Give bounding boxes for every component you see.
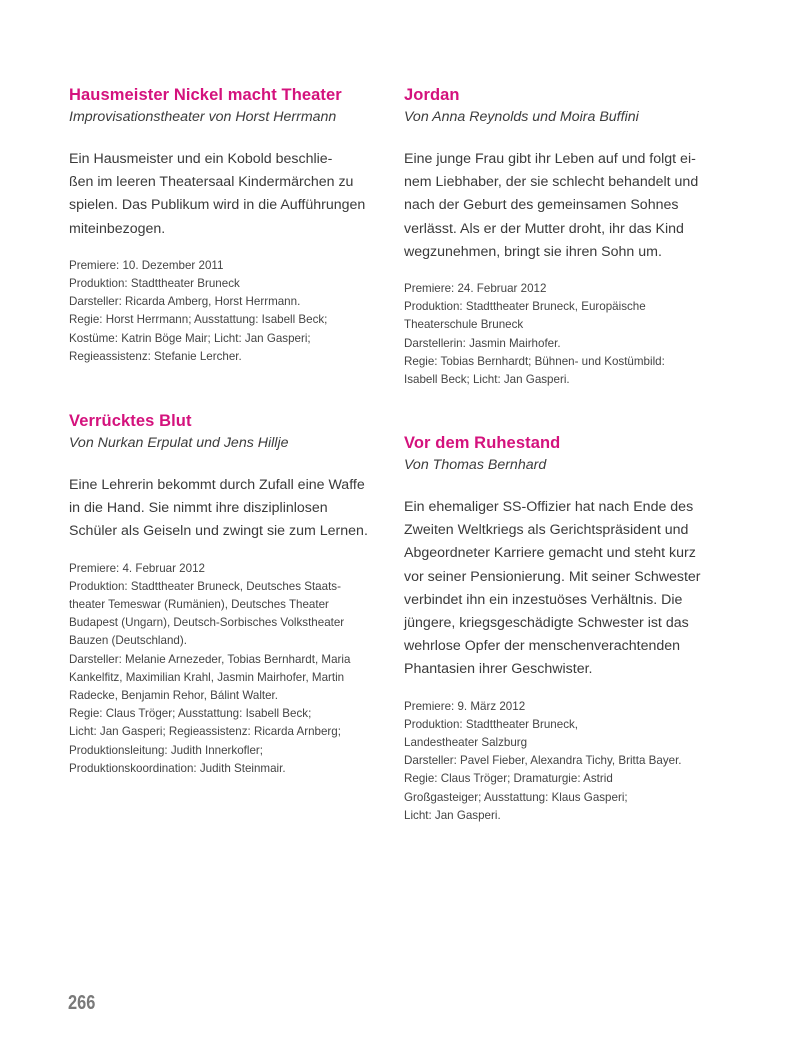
description-line: verbindet ihn ein inzestuöses Verhältnis. Die [404, 591, 683, 608]
credit-line: Kankelfitz, Maximilian Krahl, Jasmin Mairhofer, Martin [69, 670, 345, 684]
credit-line: Landestheater Salzburg [404, 736, 528, 750]
description-line: nem Liebhaber, der sie schlecht behandelt und [404, 174, 699, 191]
credit-line: Licht: Jan Gasperi; Regieassistenz: Ricarda Arnberg; [69, 725, 341, 739]
credit-line: Regie: Claus Tröger; Dramaturgie: Astrid [404, 772, 613, 786]
entry-description [404, 496, 734, 682]
description-line: nach der Geburt des gemeinsamen Sohnes [404, 197, 679, 214]
credit-line: Produktion: Stadttheater Bruneck, Deutsches Staats- [69, 579, 341, 593]
entry-title: Verrücktes Blut [69, 412, 192, 430]
credit-line: Regieassistenz: Stefanie Lercher. [69, 349, 242, 363]
entry-credits [69, 257, 399, 366]
entry-description [69, 474, 399, 544]
credit-line: Darsteller: Melanie Arnezeder, Tobias Bernhardt, Maria [69, 652, 351, 666]
description-line: wegzunehmen, bringt sie ihren Sohn um. [404, 243, 662, 260]
credit-line: Produktionsleitung: Judith Innerkofler; [69, 743, 263, 757]
entry-vor-dem-ruhestand [404, 433, 734, 825]
credit-line: Premiere: 4. Februar 2012 [69, 561, 205, 575]
entry-subtitle: Improvisationstheater von Horst Herrmann [69, 109, 337, 125]
description-line: Schüler als Geiseln und zwingt sie zum Lernen. [69, 523, 368, 540]
credit-line: Produktion: Stadttheater Bruneck [69, 277, 240, 291]
credit-line: Radecke, Benjamin Rehor, Bálint Walter. [69, 689, 279, 703]
credit-line: theater Temeswar (Rumänien), Deutsches Theater [69, 598, 329, 612]
credit-line: Budapest (Ungarn), Deutsch-Sorbisches Volkstheater [69, 616, 345, 630]
entry-subtitle: Von Anna Reynolds und Moira Buffini [404, 109, 639, 125]
credit-line: Darstellerin: Jasmin Mairhofer. [404, 336, 561, 350]
credit-line: Produktion: Stadttheater Bruneck, Europäische [404, 300, 646, 314]
entry-jordan [404, 85, 734, 389]
credit-line: Kostüme: Katrin Böge Mair; Licht: Jan Gasperi; [69, 331, 311, 345]
description-line: Ein ehemaliger SS-Offizier hat nach Ende des [404, 499, 694, 515]
entry-credits [69, 560, 399, 778]
description-line: jüngere, kriegsgeschädigte Schwester ist das [404, 615, 689, 632]
description-line: in die Hand. Sie nimmt ihre disziplinlosen [69, 500, 328, 517]
entry-title: Vor dem Ruhestand [404, 434, 561, 452]
entry-credits [404, 698, 734, 825]
credit-line: Produktion: Stadttheater Bruneck, [404, 717, 579, 731]
description-line: Abgeordneter Karriere gemacht und steht kurz [404, 545, 696, 562]
credit-line: Regie: Claus Tröger; Ausstattung: Isabell Beck; [69, 707, 312, 721]
entry-title: Hausmeister Nickel macht Theater [69, 86, 342, 104]
entry-description [69, 148, 399, 241]
entry-subtitle: Von Nurkan Erpulat und Jens Hillje [69, 435, 289, 451]
description-line: Ein Hausmeister und ein Kobold beschlie- [69, 151, 333, 167]
entry-title: Jordan [404, 86, 460, 104]
credit-line: Großgasteiger; Ausstattung: Klaus Gasperi; [404, 790, 628, 804]
description-line: Eine Lehrerin bekommt durch Zufall eine Waffe [69, 477, 365, 493]
credit-line: Darsteller: Ricarda Amberg, Horst Herrmann. [69, 295, 301, 309]
credit-line: Premiere: 24. Februar 2012 [404, 282, 547, 296]
description-line: vor seiner Pensionierung. Mit seiner Schwester [404, 568, 701, 585]
entry-verruecktes-blut [69, 411, 399, 778]
description-line: verlässt. Als er der Mutter droht, ihr das Kind [404, 220, 684, 237]
entry-credits [404, 280, 734, 389]
description-line: Phantasien ihrer Geschwister. [404, 661, 593, 678]
credit-line: Darsteller: Pavel Fieber, Alexandra Tichy, Britta Bayer. [404, 754, 682, 768]
credit-line: Regie: Horst Herrmann; Ausstattung: Isabell Beck; [69, 313, 328, 327]
credit-line: Premiere: 9. März 2012 [404, 699, 526, 713]
credit-line: Licht: Jan Gasperi. [404, 808, 501, 822]
credit-line: Regie: Tobias Bernhardt; Bühnen- und Kostümbild: [404, 354, 665, 368]
credit-line: Bauzen (Deutschland). [69, 634, 187, 648]
credit-line: Isabell Beck; Licht: Jan Gasperi. [404, 373, 570, 387]
description-line: spielen. Das Publikum wird in die Aufführungen [69, 197, 366, 214]
description-line: wehrlose Opfer der menschenverachtenden [404, 638, 681, 655]
page-number: 266 [68, 992, 96, 1014]
credit-line: Premiere: 10. Dezember 2011 [69, 258, 224, 272]
credit-line: Theaterschule Bruneck [404, 318, 524, 332]
description-line: miteinbezogen. [69, 220, 166, 237]
description-line: ßen im leeren Theatersaal Kindermärchen zu [69, 174, 354, 191]
credit-line: Produktionskoordination: Judith Steinmair. [69, 761, 286, 775]
description-line: Zweiten Weltkriegs als Gerichtspräsident und [404, 522, 689, 539]
entry-description [404, 148, 734, 264]
entry-hausmeister-nickel [69, 85, 399, 366]
description-line: Eine junge Frau gibt ihr Leben auf und folgt ei- [404, 151, 696, 167]
entry-subtitle: Von Thomas Bernhard [404, 457, 547, 473]
